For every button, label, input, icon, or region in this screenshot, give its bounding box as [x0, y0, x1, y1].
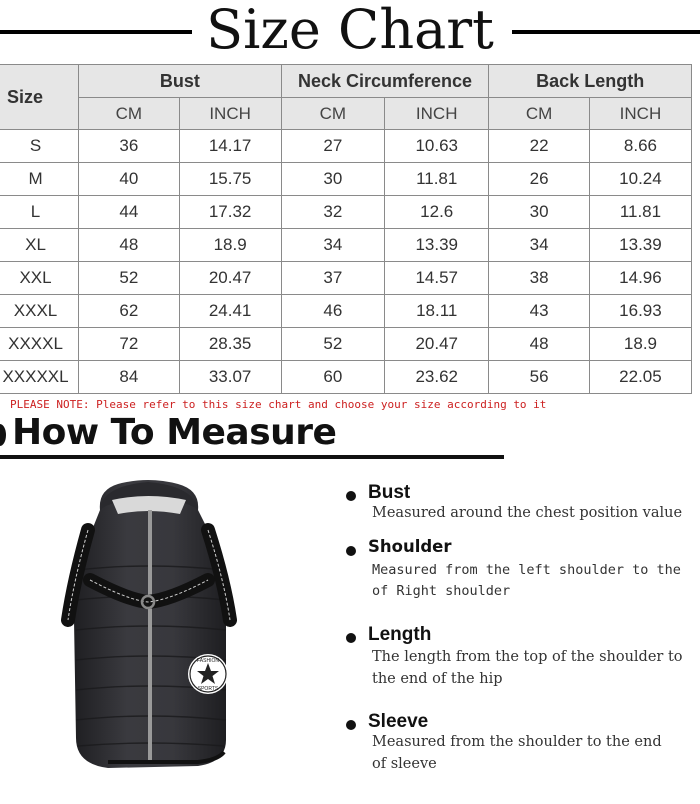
- table-cell: 56: [489, 361, 590, 394]
- size-chart-header: [0, 0, 700, 62]
- table-cell: 48: [489, 328, 590, 361]
- size-cell: XXXL: [0, 295, 79, 328]
- title-rule-right: [512, 30, 700, 34]
- fashion-sports-badge: [188, 654, 228, 694]
- table-row: [0, 229, 692, 262]
- table-cell: 36: [79, 130, 180, 163]
- table-cell: 13.39: [385, 229, 489, 262]
- dog-vest-image: [48, 470, 248, 780]
- how-to-measure-title: How To Measure: [12, 412, 337, 453]
- table-cell: 20.47: [385, 328, 489, 361]
- bullet-icon: [346, 720, 356, 730]
- table-cell: 30: [489, 196, 590, 229]
- measure-label: Shoulder: [368, 537, 452, 556]
- table-cell: 13.39: [589, 229, 691, 262]
- table-cell: 20.47: [179, 262, 281, 295]
- table-cell: 40: [79, 163, 180, 196]
- table-unit-header-row: [0, 98, 692, 130]
- measure-line: Measured from the left shoulder to the: [372, 562, 681, 578]
- table-cell: 18.9: [179, 229, 281, 262]
- table-cell: 16.93: [589, 295, 691, 328]
- table-cell: 14.17: [179, 130, 281, 163]
- table-cell: 27: [281, 130, 384, 163]
- badge-bottom-text: SPORTS: [197, 686, 219, 692]
- table-group-header-row: [0, 65, 692, 98]
- table-cell: 84: [79, 361, 180, 394]
- measure-line: of sleeve: [372, 756, 437, 772]
- badge-top-text: FASHION: [197, 658, 219, 664]
- table-cell: 14.57: [385, 262, 489, 295]
- table-cell: 43: [489, 295, 590, 328]
- table-cell: 48: [79, 229, 180, 262]
- table-cell: 60: [281, 361, 384, 394]
- size-cell: S: [0, 130, 79, 163]
- table-cell: 8.66: [589, 130, 691, 163]
- table-row: [0, 130, 692, 163]
- size-cell: XXL: [0, 262, 79, 295]
- table-row: [0, 361, 692, 394]
- table-cell: 33.07: [179, 361, 281, 394]
- size-cell: XXXXL: [0, 328, 79, 361]
- table-cell: 22.05: [589, 361, 691, 394]
- measure-description: [372, 502, 700, 524]
- table-cell: 10.63: [385, 130, 489, 163]
- table-cell: 15.75: [179, 163, 281, 196]
- bullet-icon: [346, 633, 356, 643]
- unit-header: CM: [489, 98, 590, 130]
- table-row: [0, 295, 692, 328]
- size-table: [0, 64, 692, 394]
- table-cell: 14.96: [589, 262, 691, 295]
- section-bullet-icon: [0, 424, 6, 446]
- measure-line: Measured around the chest position value: [372, 505, 683, 521]
- table-cell: 11.81: [589, 196, 691, 229]
- page-title: Size Chart: [206, 0, 494, 61]
- table-cell: 52: [281, 328, 384, 361]
- measure-line: Measured from the shoulder to the end: [372, 734, 662, 750]
- table-cell: 12.6: [385, 196, 489, 229]
- table-cell: 72: [79, 328, 180, 361]
- table-cell: 11.81: [385, 163, 489, 196]
- measure-line: the end of the hip: [372, 671, 503, 687]
- table-cell: 28.35: [179, 328, 281, 361]
- bullet-icon: [346, 491, 356, 501]
- unit-header: CM: [79, 98, 180, 130]
- measure-label: Length: [368, 624, 432, 645]
- measure-label: Bust: [368, 482, 411, 503]
- group-header-neck: Neck Circumference: [281, 65, 489, 98]
- table-cell: 44: [79, 196, 180, 229]
- bullet-icon: [346, 546, 356, 556]
- size-column-header: Size: [0, 65, 79, 130]
- size-cell: M: [0, 163, 79, 196]
- size-cell: XXXXXL: [0, 361, 79, 394]
- group-header-bust: Bust: [79, 65, 282, 98]
- table-cell: 17.32: [179, 196, 281, 229]
- table-row: [0, 328, 692, 361]
- table-cell: 24.41: [179, 295, 281, 328]
- table-cell: 37: [281, 262, 384, 295]
- measure-label: Sleeve: [368, 711, 429, 732]
- table-cell: 30: [281, 163, 384, 196]
- measure-description: [372, 731, 700, 775]
- measure-description: [372, 646, 700, 690]
- group-header-back-length: Back Length: [489, 65, 692, 98]
- unit-header: INCH: [179, 98, 281, 130]
- section-underline: [0, 455, 504, 459]
- measure-description: [372, 560, 700, 602]
- measure-line: The length from the top of the shoulder to: [372, 649, 683, 665]
- table-cell: 10.24: [589, 163, 691, 196]
- size-cell: L: [0, 196, 79, 229]
- unit-header: INCH: [385, 98, 489, 130]
- table-cell: 34: [281, 229, 384, 262]
- table-cell: 52: [79, 262, 180, 295]
- unit-header: INCH: [589, 98, 691, 130]
- table-row: [0, 196, 692, 229]
- table-cell: 18.9: [589, 328, 691, 361]
- table-cell: 46: [281, 295, 384, 328]
- unit-header: CM: [281, 98, 384, 130]
- table-cell: 38: [489, 262, 590, 295]
- size-note: PLEASE NOTE: Please refer to this size chart and choose your size according to it: [10, 398, 547, 411]
- table-cell: 22: [489, 130, 590, 163]
- table-row: [0, 163, 692, 196]
- table-cell: 62: [79, 295, 180, 328]
- size-cell: XL: [0, 229, 79, 262]
- table-cell: 23.62: [385, 361, 489, 394]
- table-cell: 34: [489, 229, 590, 262]
- table-cell: 26: [489, 163, 590, 196]
- table-cell: 18.11: [385, 295, 489, 328]
- measure-line: of Right shoulder: [372, 583, 511, 599]
- table-row: [0, 262, 692, 295]
- table-cell: 32: [281, 196, 384, 229]
